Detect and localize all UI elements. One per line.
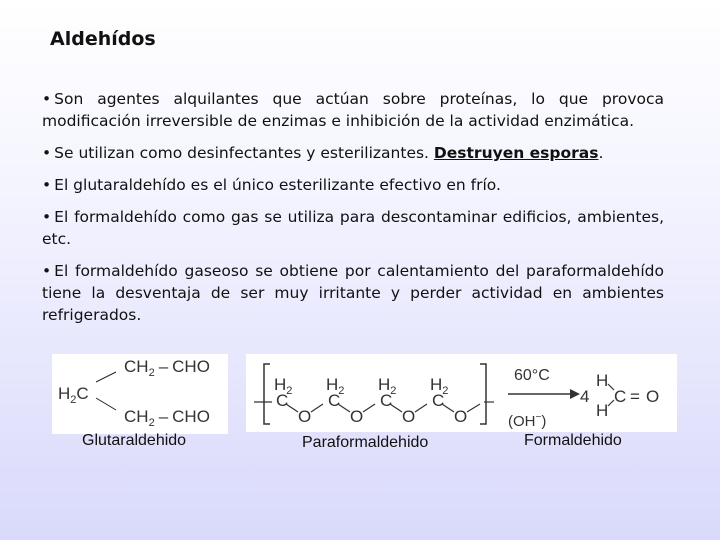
formaldehyde-caption: Formaldehido — [524, 432, 622, 449]
bracket-left — [264, 364, 270, 424]
page-title: Aldehídos — [50, 28, 156, 50]
oxygen-label: O — [402, 407, 416, 426]
h2c-group: $H_2C$ — [58, 384, 89, 406]
carbon-label: C — [328, 391, 341, 410]
bullet-item — [42, 260, 664, 326]
h2-label: $H_2$ — [326, 375, 345, 397]
oxygen-label: O — [350, 407, 364, 426]
oxygen-label: O — [298, 407, 312, 426]
bracket-right — [480, 364, 486, 424]
bond-line — [467, 404, 480, 412]
oxygen-label: O — [646, 387, 660, 406]
bullet-text: El glutaraldehído es el único esterilizante efectivo en frío. — [54, 176, 501, 194]
hydrogen-top-label: H — [596, 371, 609, 390]
bullet-list — [42, 88, 664, 336]
carbon-label: C — [432, 391, 445, 410]
bond-line — [415, 404, 427, 412]
bullet-emphasis: Destruyen esporas — [433, 144, 599, 162]
glutaraldehyde-structure — [52, 354, 228, 434]
oxygen-label: O — [454, 407, 468, 426]
bullet-marker: • — [42, 144, 52, 162]
bullet-text: Son agentes alquilantes que actúan sobre proteínas, lo que provoca modificación irreversible de enzimas e inhibición de la actividad enzimática. — [42, 90, 664, 130]
bond-line — [311, 404, 323, 412]
bullet-text: El formaldehído gaseoso se obtiene por calentamiento del paraformaldehído tiene la desventaja de ser muy irritante y perder actividad en ambientes refrigerados. — [42, 262, 664, 324]
bullet-text: El formaldehído como gas se utiliza para descontaminar edificios, ambientes, etc. — [42, 208, 664, 248]
bullet-text: Se utilizan como desinfectantes y esterilizantes. — [54, 144, 429, 162]
bond-line — [363, 404, 375, 412]
bullet-marker: • — [42, 262, 52, 280]
h2-label: $H_2$ — [430, 375, 449, 397]
bullet-item — [42, 142, 664, 164]
paraformaldehyde-caption: Paraformaldehido — [302, 434, 429, 451]
bullet-tail: . — [598, 144, 604, 162]
glutaraldehyde-caption: Glutaraldehido — [82, 432, 187, 449]
bullet-item — [42, 88, 664, 132]
bullet-marker: • — [42, 208, 52, 226]
hydrogen-bottom-label: H — [596, 401, 609, 420]
bullet-item — [42, 206, 664, 250]
carbon-label: C — [380, 391, 393, 410]
temperature-label: 60°C — [514, 367, 550, 384]
ch2-cho-top: $CH_2$ – CHO — [124, 357, 210, 379]
bullet-marker: • — [42, 90, 52, 108]
h2-label: $H_2$ — [378, 375, 397, 397]
double-bond-label: = — [630, 387, 640, 406]
arrow-head — [570, 389, 580, 399]
ch2-cho-bottom: $CH_2$ – CHO — [124, 407, 210, 429]
carbon-label: C — [276, 391, 289, 410]
coefficient-label: 4 — [580, 387, 590, 406]
bond-line — [96, 372, 116, 382]
bullet-item — [42, 174, 664, 196]
carbon-label: C — [614, 387, 627, 406]
bullet-marker: • — [42, 176, 52, 194]
reaction-scheme — [246, 354, 677, 432]
bond-line — [96, 398, 116, 410]
catalyst-label: (OH−) — [508, 412, 547, 430]
h2-label: $H_2$ — [274, 375, 293, 397]
